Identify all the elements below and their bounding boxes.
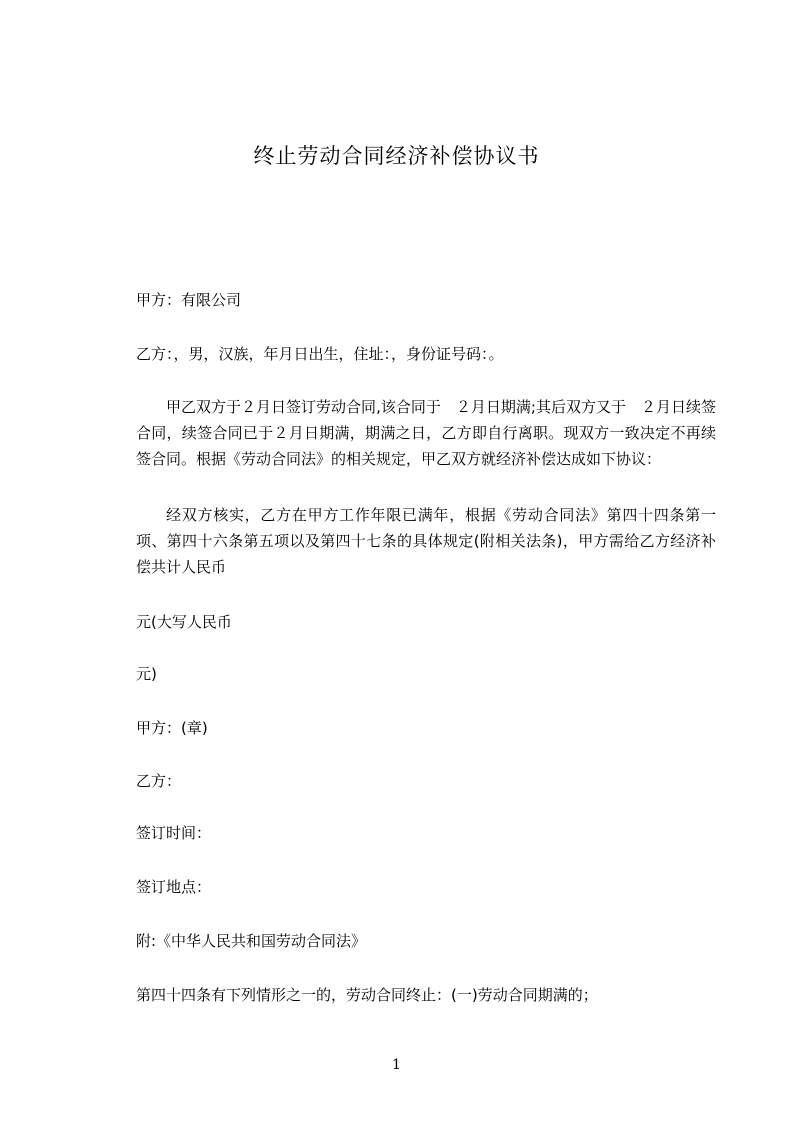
- party-b-line: 乙方：，男，汉族，年月日出生，住址：，身份证号码：。: [136, 345, 504, 363]
- signing-time-line: 签订时间：: [136, 824, 212, 842]
- party-a-line: 甲方：有限公司: [136, 291, 242, 309]
- party-b-signature-line: 乙方：: [136, 772, 182, 790]
- appendix-line: 附:《中华人民共和国劳动合同法》: [136, 932, 367, 950]
- document-title: 终止劳动合同经济补偿协议书: [253, 144, 540, 168]
- party-a-signature-line: 甲方：(章): [136, 719, 208, 737]
- amount-close-line: 元): [136, 665, 157, 683]
- signing-place-line: 签订地点：: [136, 878, 212, 896]
- compensation-paragraph: 经双方核实，乙方在甲方工作年限已满年，根据《劳动合同法》第四十四条第一项、第四十六条第五项以及第四十七条的具体规定(附相关法条)，甲方需给乙方经济补偿共计人民币: [136, 506, 716, 576]
- amount-line: 元(大写人民币: [136, 613, 232, 631]
- page-number: 1: [392, 1057, 401, 1073]
- article-44-line: 第四十四条有下列情形之一的，劳动合同终止：(一)劳动合同期满的；: [136, 986, 598, 1004]
- contract-history-paragraph: 甲乙双方于２月日签订劳动合同,该合同于 ２月日期满;其后双方又于 ２月日续签合同，续签合同已于２月日期满，期满之日，乙方即自行离职。现双方一致决定不再续签合同。根据《劳动合同法》的相关规定，甲乙双方就经济补偿达成如下协议：: [136, 398, 716, 468]
